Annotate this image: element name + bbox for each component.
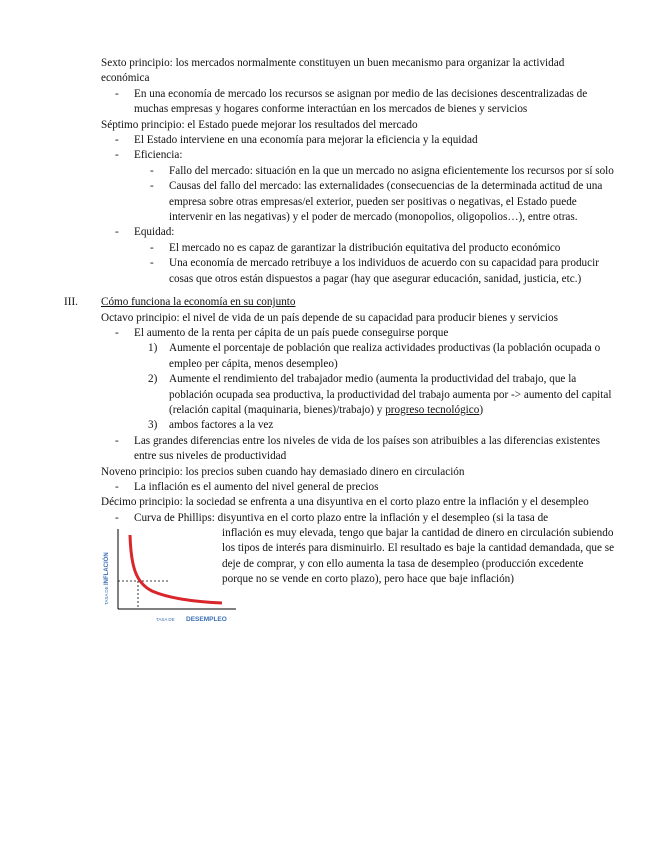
list-item-text: El aumento de la renta per cápita de un país puede conseguirse porque: [134, 326, 449, 339]
list-item-text: Las grandes diferencias entre los niveles de vida de los países son atribuibles a las diferencias existentes entre sus niveles de productividad: [134, 434, 600, 463]
principle-7-heading: Séptimo principio: el Estado puede mejorar los resultados del mercado: [101, 118, 418, 131]
list-item-text: Eficiencia:: [134, 149, 183, 162]
x-axis-label-prefix: TASA DE: [156, 616, 175, 622]
list-item-text: En una economía de mercado los recursos se asignan por medio de las decisiones descentralizadas de muchas empresas y hogares conforme interactúan en los mercados de bienes y servicios: [134, 87, 588, 116]
bullet-dash: -: [115, 149, 119, 162]
list-item: [115, 225, 614, 240]
list-item-text: Causas del fallo del mercado: las externalidades (consecuencias de la determinada actitud de una empresa sobre otras empresas/el exterior, pueden ser positivas o negativas, el Estado puede intervenir en las negativas) y el poder de mercado (monopolios, oligopolios…), entre otras.: [169, 180, 603, 224]
phillips-curve: [130, 535, 222, 603]
list-item-text: El mercado no es capaz de garantizar la distribución equitativa del producto económico: [169, 241, 561, 254]
number-label: 1): [148, 342, 158, 355]
section-title: Cómo funciona la economía en su conjunto: [101, 296, 296, 309]
list-item: [115, 480, 614, 495]
section-number: III.: [64, 296, 78, 309]
list-item-text: Curva de Phillips: disyuntiva en el corto plazo entre la inflación y el desempleo (si la tasa de: [134, 511, 549, 524]
phillips-section: [0, 511, 655, 631]
numbered-item: [148, 418, 619, 433]
bullet-dash: -: [115, 87, 119, 100]
list-item: [150, 241, 614, 256]
numbered-item-text: Aumente el rendimiento del trabajador medio (aumenta la productividad del trabajo, que la población ocupada sea productiva, la productividad del trabajo aumenta por -> aumento del capital (relación capital (maquinaria, bienes)/trabajo) y: [169, 373, 612, 416]
bullet-dash: -: [115, 134, 119, 147]
bullet-dash: -: [115, 326, 119, 339]
numbered-item-text: ambos factores a la vez: [169, 419, 274, 432]
number-label: 3): [148, 419, 158, 432]
bullet-dash: -: [150, 241, 154, 254]
numbered-item: [148, 341, 619, 372]
phillips-text-continuation: inflación es muy elevada, tengo que bajar la cantidad de dinero en circulación subiendo los tipos de interés para disminuirlo. El resultado es baje la cantidad demandada, que se deje de comprar, y con ello aumenta la tasa de desempleo (producción excedente porque no se vende en corto plazo), pero hace que baje inflación): [222, 526, 615, 585]
list-item: [115, 133, 614, 148]
bullet-dash: -: [115, 226, 119, 239]
list-item: [115, 148, 614, 163]
list-item: [150, 164, 614, 179]
numbered-item: [148, 372, 619, 418]
bullet-dash: -: [115, 480, 119, 493]
list-item: [115, 434, 614, 465]
list-item: [115, 326, 614, 341]
numbered-item-text-end: ): [479, 403, 484, 416]
list-item: [115, 87, 614, 118]
list-item-text: Una economía de mercado retribuye a los individuos de acuerdo con su capacidad para producir cosas que otros están dispuestos a pagar (hay que asegurar educación, sanidad, justicia, etc.): [169, 257, 599, 285]
document-page: [0, 56, 655, 631]
x-axis-label: DESEMPLEO: [186, 615, 227, 623]
bullet-dash: -: [115, 434, 119, 447]
list-item-text: El Estado interviene en una economía para mejorar la eficiencia y la equidad: [134, 134, 478, 147]
bullet-dash: -: [115, 511, 119, 524]
y-axis-label-prefix: TASA DE: [104, 586, 109, 605]
list-item-text: Equidad:: [134, 226, 175, 239]
principle-9-heading: Noveno principio: los precios suben cuando hay demasiado dinero en circulación: [101, 465, 465, 478]
bullet-dash: -: [150, 164, 154, 177]
bullet-dash: -: [150, 180, 154, 193]
section-3-heading: [64, 295, 601, 310]
list-item: [115, 511, 614, 526]
principle-6-heading: Sexto principio: los mercados normalmente constituyen un buen mecanismo para organizar la actividad económica: [101, 57, 565, 85]
principle-8-heading: Octavo principio: el nivel de vida de un país depende de su capacidad para producir bienes y servicios: [101, 311, 558, 324]
list-item-text: La inflación es el aumento del nivel general de precios: [134, 480, 379, 493]
list-item-text: Fallo del mercado: situación en la que un mercado no asigna eficientemente los recursos por sí solo: [169, 164, 614, 177]
principle-10-heading: Décimo principio: la sociedad se enfrenta a una disyuntiva en el corto plazo entre la inflación y el desempleo: [101, 496, 589, 509]
number-label: 2): [148, 373, 158, 386]
bullet-dash: -: [150, 257, 154, 270]
list-item: [150, 179, 614, 225]
list-item: [150, 256, 614, 287]
numbered-item-text: Aumente el porcentaje de población que realiza actividades productivas (la población ocupada o empleo per cápita, menos desempleo): [169, 342, 601, 370]
phillips-curve-graph: [100, 527, 240, 629]
underlined-text: progreso tecnológico: [385, 403, 480, 416]
y-axis-label: INFLACIÓN: [104, 552, 110, 585]
